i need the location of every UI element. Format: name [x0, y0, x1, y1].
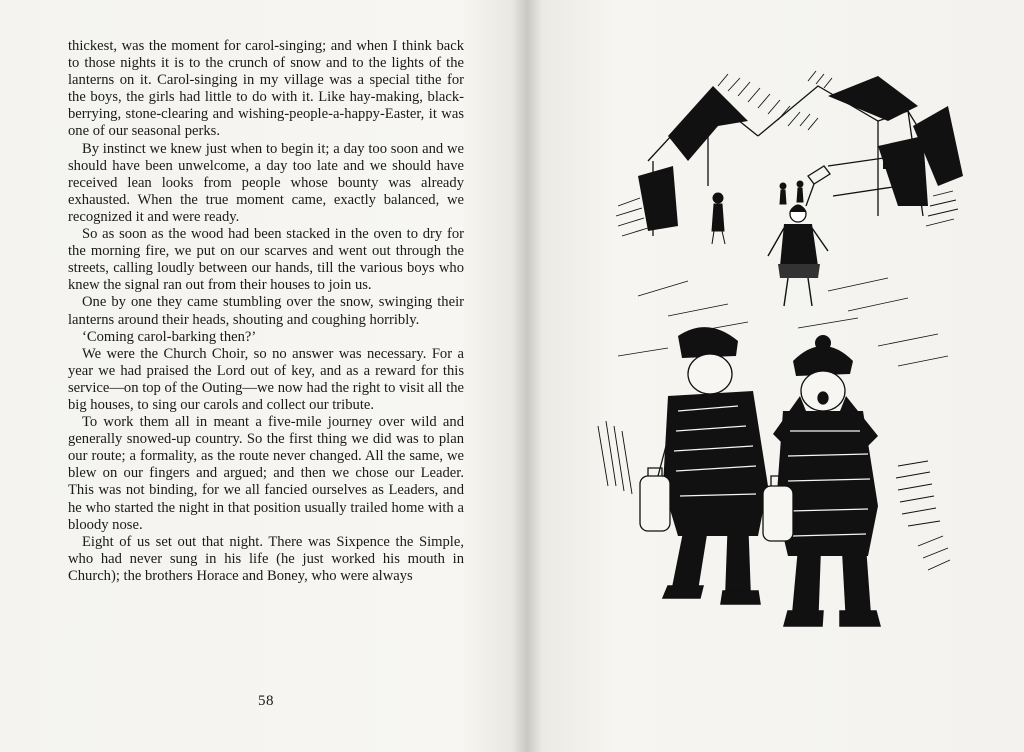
paragraph: Eight of us set out that night. There was Sixpence the Simple, who had never sung in his life (he just worked his mouth in Church); the brothers Horace and Boney, who were always: [68, 533, 464, 584]
paragraph: To work them all in meant a five-mile journey over wild and generally snowed-up country. So the first thing we did was to plan our route; a formality, as the route never changed. All the same, we blew on our fingers and argued; and then we chose our Leader. This was not binding, for we all fancied ourselves as Leaders, and he who started the night in that position usually trailed home with a bloody nose.: [68, 414, 464, 533]
paragraph: By instinct we knew just when to begin it; a day too soon and we should have been unwelcome, a day too late and we should have received lean looks from people whose bounty was already exhausted. When the true moment came, exactly balanced, we recognized it and were ready.: [68, 140, 464, 225]
right-page: [520, 0, 1024, 752]
paragraph: ‘Coming carol-barking then?’: [82, 328, 257, 345]
paragraph: So as soon as the wood had been stacked in the oven to dry for the morning fire, we put on our scarves and went out through the streets, calling loudly between our hands, till the various boys who knew the signal ran out from their houses to join us.: [68, 226, 464, 294]
paragraph: One by one they came stumbling over the snow, swinging their lanterns around their heads, shouting and coughing horribly.: [68, 294, 464, 328]
paragraph: thickest, was the moment for carol-singing; and when I think back to those nights it is to the crunch of snow and to the lights of the lanterns on it. Carol-singing in my village was a special tithe for the boys, the girls had little to do with it. Like hay-making, black-berrying, stone-clearing and wishing-people-a-happy-Easter, it was one of our seasonal perks.: [68, 38, 464, 140]
illustration-carol-singers: [578, 66, 978, 646]
paragraph: We were the Church Choir, so no answer was necessary. For a year we had praised the Lord out of key, and as a reward for this service—on top of the Outing—we now had the right to visit all the big houses, to sing our carols and collect our tribute.: [68, 345, 464, 413]
body-text: [68, 38, 464, 585]
page-number: 58: [258, 693, 274, 709]
